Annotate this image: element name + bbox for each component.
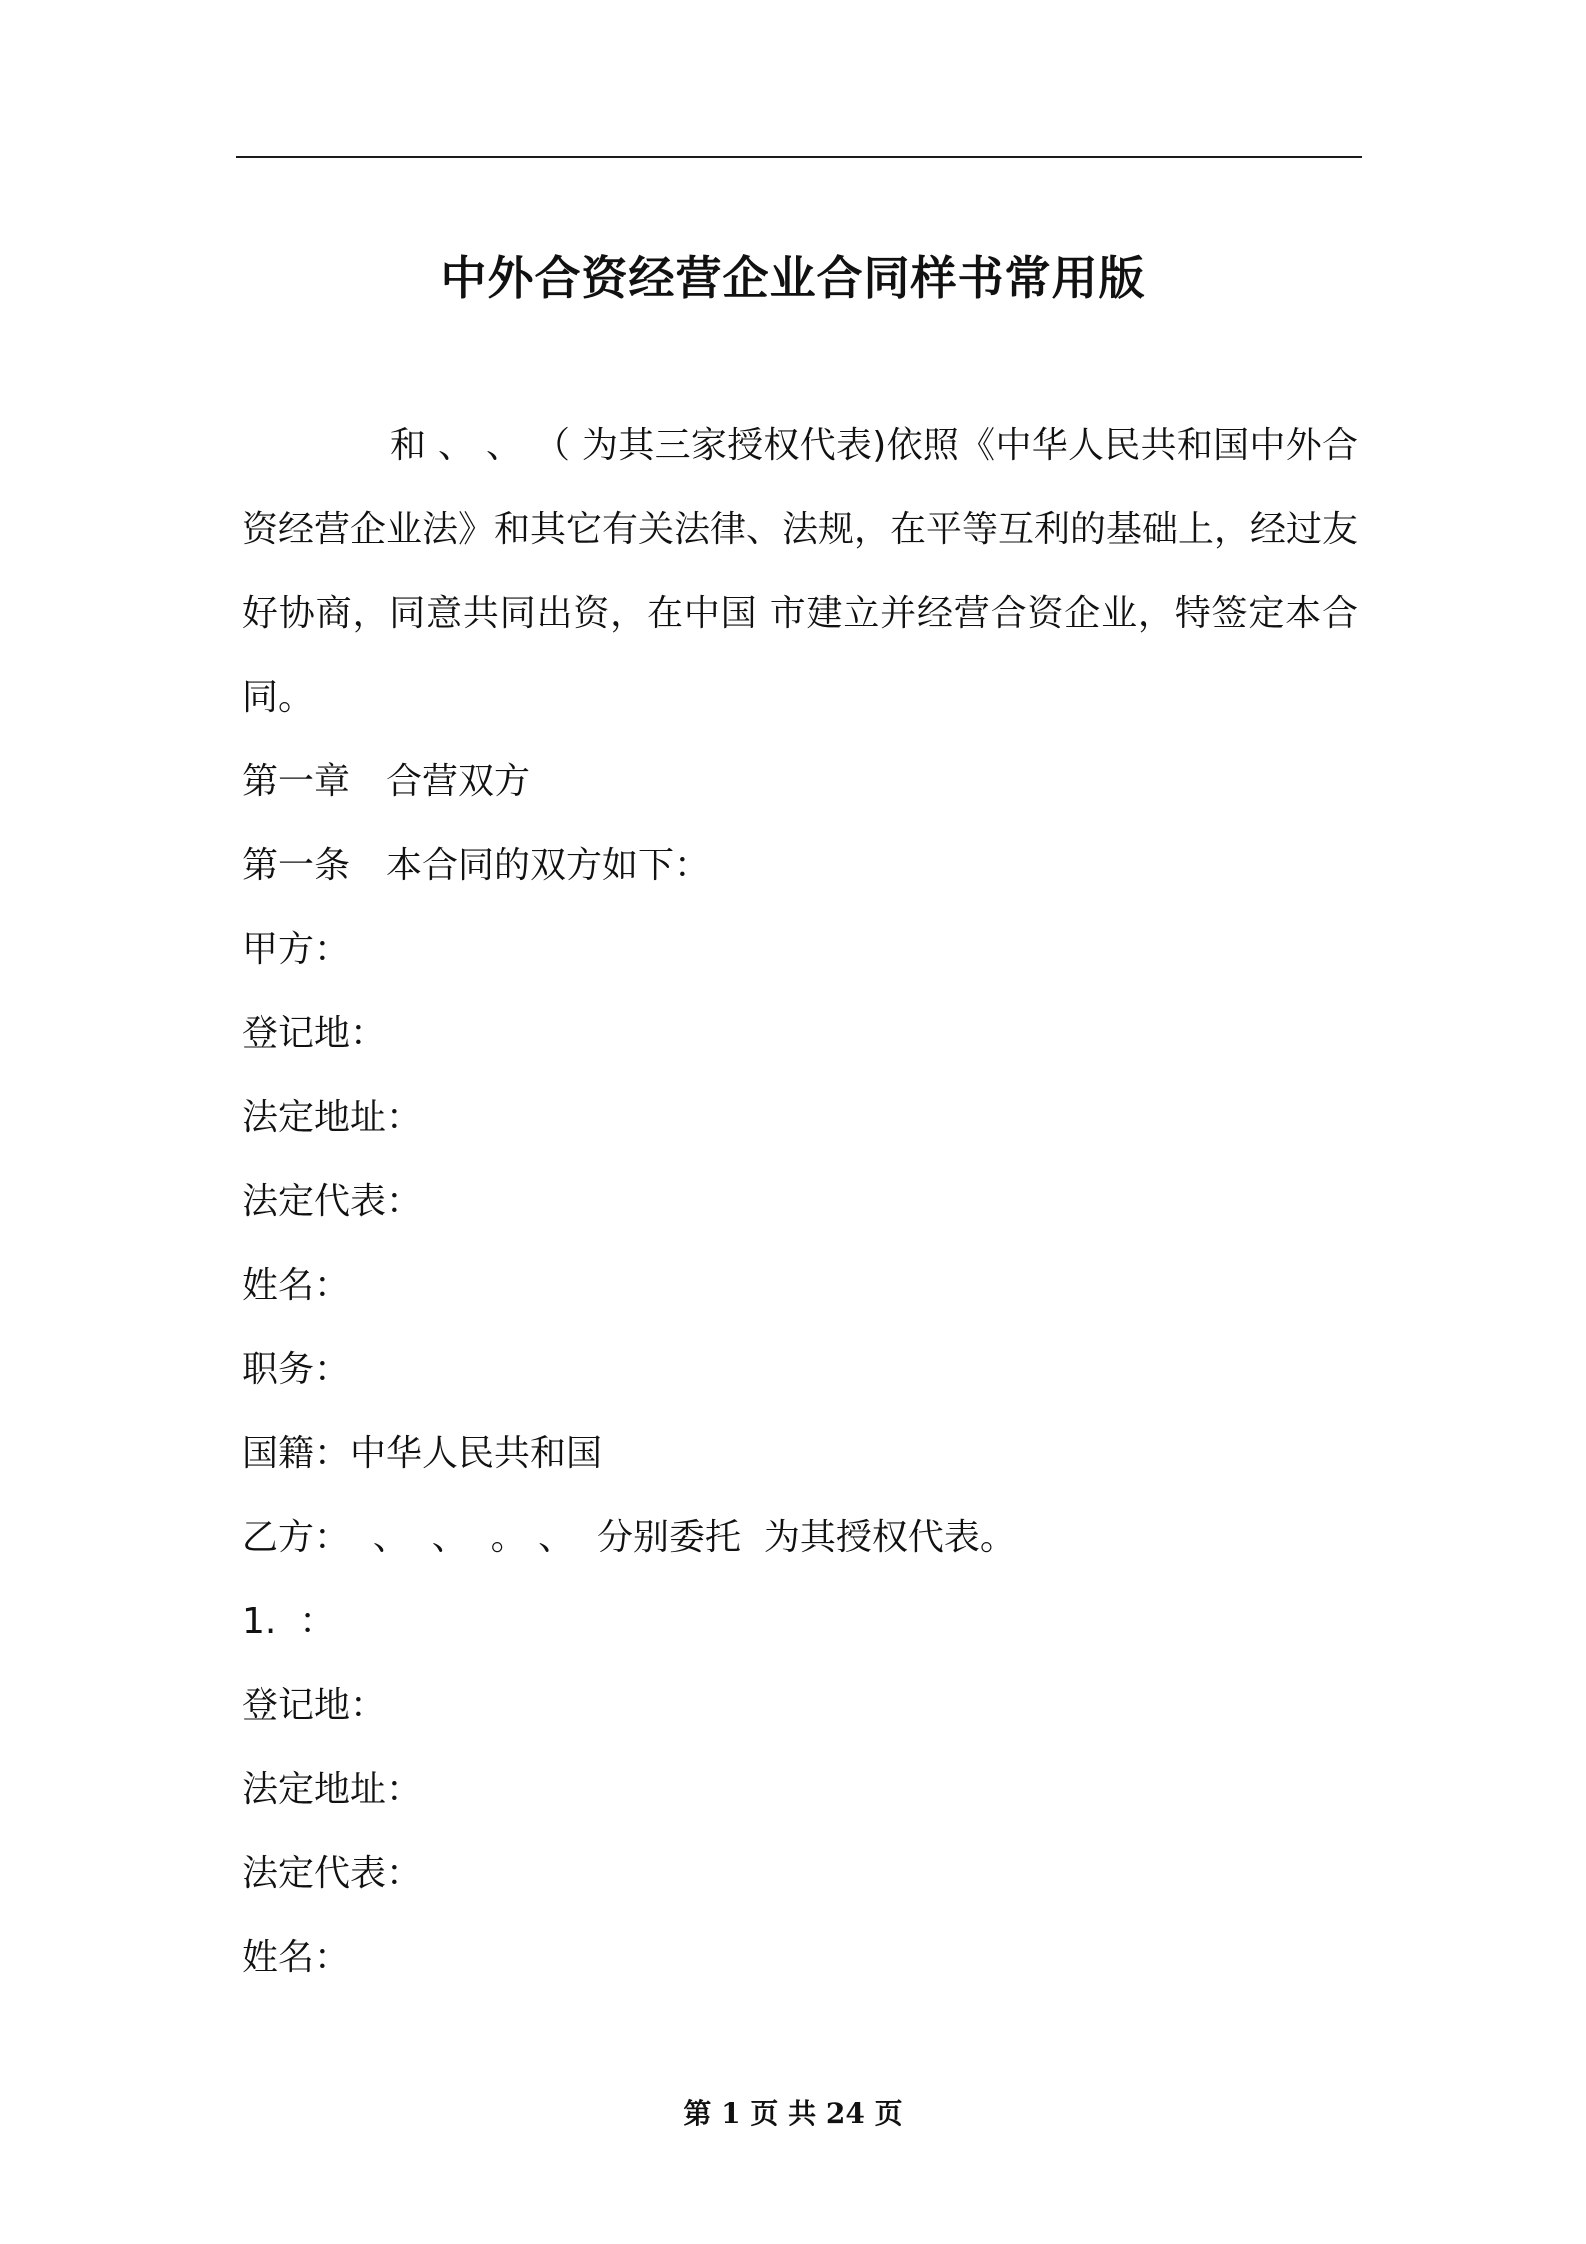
- document-body: [242, 404, 1358, 2000]
- registration-place-field: 登记地：: [242, 1013, 387, 1054]
- chapter-heading: 第一章 合营双方: [242, 761, 531, 802]
- name-field: 姓名：: [242, 1937, 351, 1978]
- legal-representative-field: 法定代表：: [242, 1853, 423, 1894]
- intro-paragraph: 和 、 、 （ 为其三家授权代表)依照《中华人民共和国中外合资经营企业法》和其它有关法律、法规，在平等互利的基础上，经过友好协商，同意共同出资，在中国 市建立并经营合资企业，特签定本合同。: [242, 425, 1359, 718]
- name-field: 姓名：: [242, 1265, 351, 1306]
- document-title: 中外合资经营企业合同样书常用版: [440, 250, 1146, 305]
- position-field: 职务：: [242, 1349, 351, 1390]
- legal-address-field: 法定地址：: [242, 1769, 423, 1810]
- party-b-line: 乙方： 、 、 。 、 分别委托 为其授权代表。: [242, 1517, 1016, 1558]
- registration-place-field: 登记地：: [242, 1685, 387, 1726]
- legal-representative-field: 法定代表：: [242, 1181, 423, 1222]
- party-a-label: 甲方：: [242, 929, 351, 970]
- header-rule: [236, 156, 1362, 158]
- legal-address-field: 法定地址：: [242, 1097, 423, 1138]
- nationality-field: 国籍：中华人民共和国: [242, 1433, 603, 1474]
- page-number: 第 1 页 共 24 页: [683, 2097, 903, 2130]
- article-heading: 第一条 本合同的双方如下：: [242, 845, 711, 886]
- party-b-item-1: 1. ：: [242, 1601, 336, 1642]
